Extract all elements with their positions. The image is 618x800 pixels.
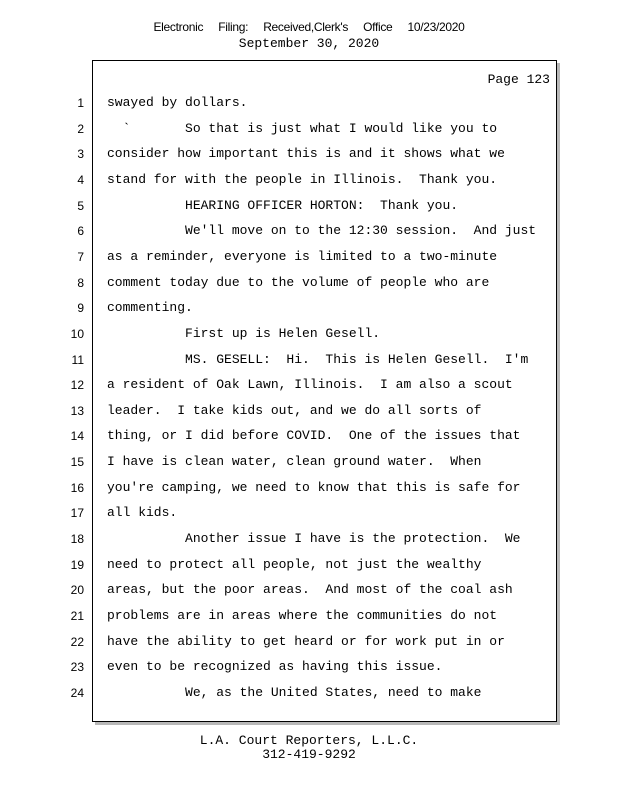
line-number: 2 <box>77 122 84 136</box>
transcript-line: areas, but the poor areas. And most of the coal ash <box>107 582 513 597</box>
transcript-line: consider how important this is and it shows what we <box>107 146 505 161</box>
transcript-line: all kids. <box>107 505 178 520</box>
footer-phone: 312-419-9292 <box>262 747 356 762</box>
line-number: 10 <box>70 327 84 341</box>
line-number: 20 <box>70 583 84 597</box>
transcript-line: Another issue I have is the protection. We <box>107 531 521 546</box>
transcript-line: I have is clean water, clean ground water. When <box>107 454 482 469</box>
transcript-line: have the ability to get heard or for work put in or <box>107 634 505 649</box>
line-number: 23 <box>70 660 84 674</box>
line-number: 21 <box>70 609 84 623</box>
transcript-line: We'll move on to the 12:30 session. And just <box>107 223 537 238</box>
line-number: 18 <box>70 532 84 546</box>
line-number: 8 <box>77 276 84 290</box>
line-number: 17 <box>70 506 84 520</box>
filing-stamp-electronic: Electronic <box>153 20 204 34</box>
transcript-line: comment today due to the volume of people who are <box>107 275 490 290</box>
filing-stamp-date: 10/23/2020 <box>407 20 465 34</box>
line-number: 4 <box>77 173 84 187</box>
transcript-line: need to protect all people, not just the wealthy <box>107 557 482 572</box>
line-number: 12 <box>70 378 84 392</box>
filing-stamp-received: Received,Clerk's <box>263 20 349 34</box>
transcript-line: even to be recognized as having this issue. <box>107 659 443 674</box>
transcript-date: September 30, 2020 <box>238 36 380 51</box>
line-number: 13 <box>70 404 84 418</box>
transcript-line: you're camping, we need to know that this is safe for <box>107 480 521 495</box>
line-number: 1 <box>77 96 84 110</box>
line-number: 15 <box>70 455 84 469</box>
filing-stamp-office: Office <box>363 20 393 34</box>
line-number: 9 <box>77 301 84 315</box>
line-number: 14 <box>70 429 84 443</box>
transcript-line: HEARING OFFICER HORTON: Thank you. <box>107 198 459 213</box>
transcript-line: We, as the United States, need to make <box>107 685 482 700</box>
line-number: 7 <box>77 250 84 264</box>
line-number: 11 <box>71 353 84 367</box>
transcript-line: thing, or I did before COVID. One of the issues that <box>107 428 521 443</box>
line-number: 22 <box>70 635 84 649</box>
line-number: 3 <box>77 147 84 161</box>
transcript-line: swayed by dollars. <box>107 95 248 110</box>
filing-stamp <box>0 20 618 34</box>
line-number: 19 <box>70 558 84 572</box>
transcript-line: leader. I take kids out, and we do all sorts of <box>107 403 482 418</box>
line-number: 16 <box>70 481 84 495</box>
line-number: 24 <box>70 686 84 700</box>
line-number: 6 <box>77 224 84 238</box>
transcript-line: MS. GESELL: Hi. This is Helen Gesell. I'm <box>107 352 529 367</box>
line-number: 5 <box>77 199 84 213</box>
page-number: Page 123 <box>487 72 550 87</box>
footer-company: L.A. Court Reporters, L.L.C. <box>199 733 419 748</box>
transcript-line: as a reminder, everyone is limited to a two-minute <box>107 249 498 264</box>
transcript-line: a resident of Oak Lawn, Illinois. I am also a scout <box>107 377 513 392</box>
transcript-line: ` So that is just what I would like you to <box>107 121 498 136</box>
transcript-line: commenting. <box>107 300 193 315</box>
transcript-line: First up is Helen Gesell. <box>107 326 381 341</box>
transcript-line: stand for with the people in Illinois. Thank you. <box>107 172 498 187</box>
filing-stamp-filing: Filing: <box>218 20 249 34</box>
transcript-line: problems are in areas where the communities do not <box>107 608 498 623</box>
